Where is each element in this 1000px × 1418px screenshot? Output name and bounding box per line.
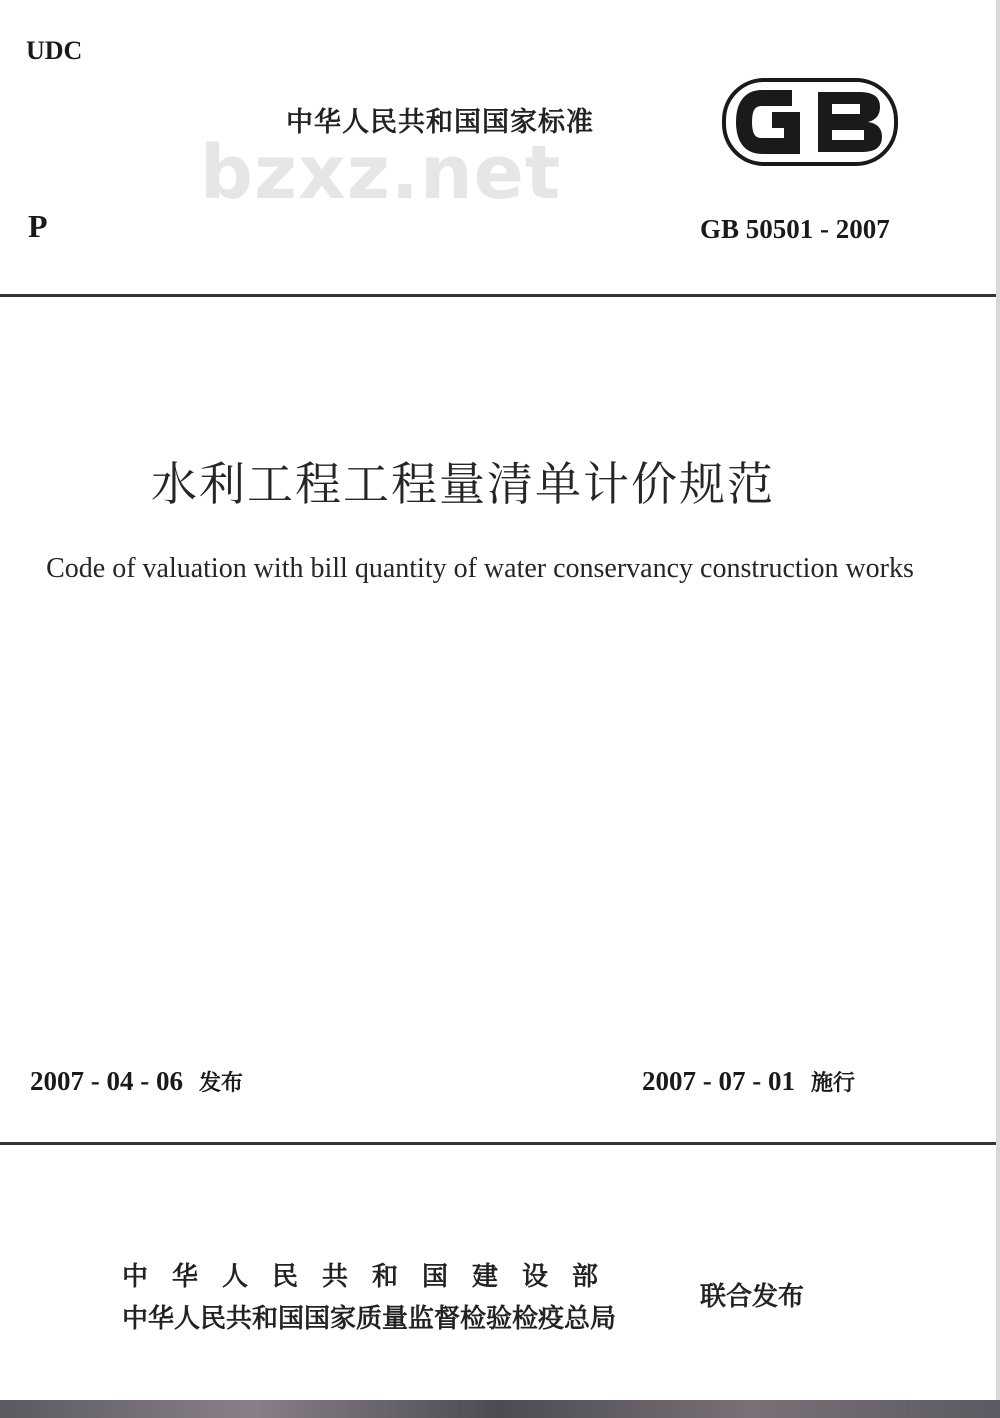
effective-label: 施行 — [810, 1071, 855, 1096]
gb-logo — [722, 76, 902, 168]
publisher-ministry: 中华人民共和国建设部 — [122, 1262, 623, 1292]
national-standard-heading: 中华人民共和国国家标准 — [286, 107, 594, 138]
title-chinese: 水利工程工程量清单计价规范 — [151, 457, 775, 511]
page-edge — [996, 0, 1000, 1400]
bottom-rule — [0, 1142, 996, 1145]
title-english: Code of valuation with bill quantity of water conservancy construction works — [46, 553, 914, 584]
classification-code: P — [28, 208, 48, 244]
udc-label: UDC — [26, 36, 83, 65]
background-strip — [0, 1400, 1000, 1418]
watermark: bzxz.net — [200, 130, 562, 216]
standard-number: GB 50501 - 2007 — [700, 214, 890, 244]
top-rule — [0, 294, 996, 297]
joint-publish-label: 联合发布 — [700, 1282, 805, 1312]
effective-date-block — [642, 1066, 855, 1097]
publisher-aqsiq: 中华人民共和国国家质量监督检验检疫总局 — [122, 1304, 617, 1334]
issue-date: 2007 - 04 - 06 — [30, 1066, 183, 1096]
effective-date: 2007 - 07 - 01 — [642, 1066, 795, 1096]
issue-date-block — [30, 1066, 243, 1097]
issue-label: 发布 — [198, 1071, 243, 1096]
